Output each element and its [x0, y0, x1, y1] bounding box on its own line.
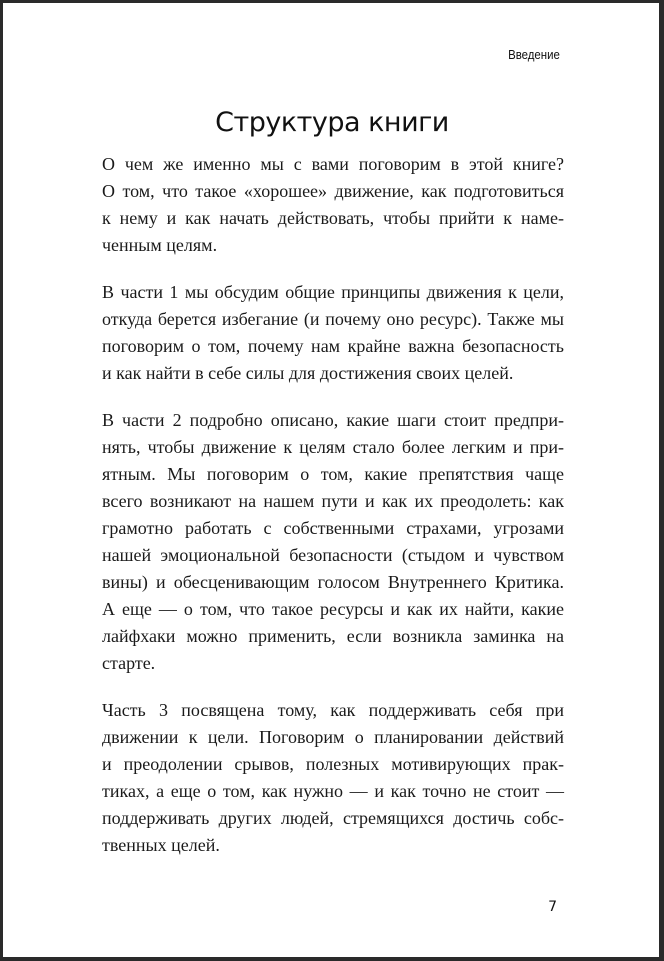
text-line: ченным целям. — [102, 235, 218, 255]
text-line: В части 2 подробно описано, какие шаги стоит предпри- — [102, 410, 564, 430]
text-line: к нему и как начать действовать, чтобы прийти к наме- — [102, 208, 564, 228]
text-line: старте. — [102, 653, 156, 673]
text-line: нашей эмоциональной безопасности (стыдом и чувством — [102, 545, 564, 565]
paragraph — [102, 279, 564, 387]
text-line: и как найти в себе силы для достижения своих целей. — [102, 363, 514, 383]
body-text — [102, 151, 564, 879]
text-line: грамотно работать с собственными страхами, угрозами — [102, 518, 564, 538]
text-line: всего возникают на нашем пути и как их преодолеть: как — [102, 491, 564, 511]
paragraph — [102, 697, 564, 859]
text-line: тиках, а еще о том, как нужно — и как точно не стоит — — [102, 781, 564, 801]
text-line: нять, чтобы движение к целям стало более легким и при- — [102, 437, 564, 457]
book-page — [3, 3, 659, 957]
text-line: ятным. Мы поговорим о том, какие препятствия чаще — [102, 464, 564, 484]
text-line: и преодолении срывов, полезных мотивирующих прак- — [102, 754, 564, 774]
text-line: лайфхаки можно применить, если возникла заминка на — [102, 626, 564, 646]
text-line: поговорим о том, почему нам крайне важна безопасность — [102, 336, 564, 356]
text-line: А еще — о том, что такое ресурсы и как их найти, какие — [102, 599, 564, 619]
page-number: 7 — [548, 899, 557, 915]
paragraph — [102, 407, 564, 677]
text-line: движении к цели. Поговорим о планировании действий — [102, 727, 564, 747]
running-head: Введение — [508, 47, 560, 62]
text-line: Часть 3 посвящена тому, как поддерживать себя при — [102, 700, 564, 720]
text-line: вины) и обесценивающим голосом Внутреннего Критика. — [102, 572, 564, 592]
text-line: откуда берется избегание (и почему оно ресурс). Также мы — [102, 309, 564, 329]
text-line: твенных целей. — [102, 835, 220, 855]
paragraph — [102, 151, 564, 259]
text-line: О чем же именно мы с вами поговорим в этой книге? — [102, 154, 564, 174]
text-line: В части 1 мы обсудим общие принципы движения к цели, — [102, 282, 564, 302]
text-line: О том, что такое «хорошее» движение, как подготовиться — [102, 181, 564, 201]
text-line: поддерживать других людей, стремящихся достичь собс- — [102, 808, 564, 828]
page-title: Структура книги — [215, 107, 449, 138]
